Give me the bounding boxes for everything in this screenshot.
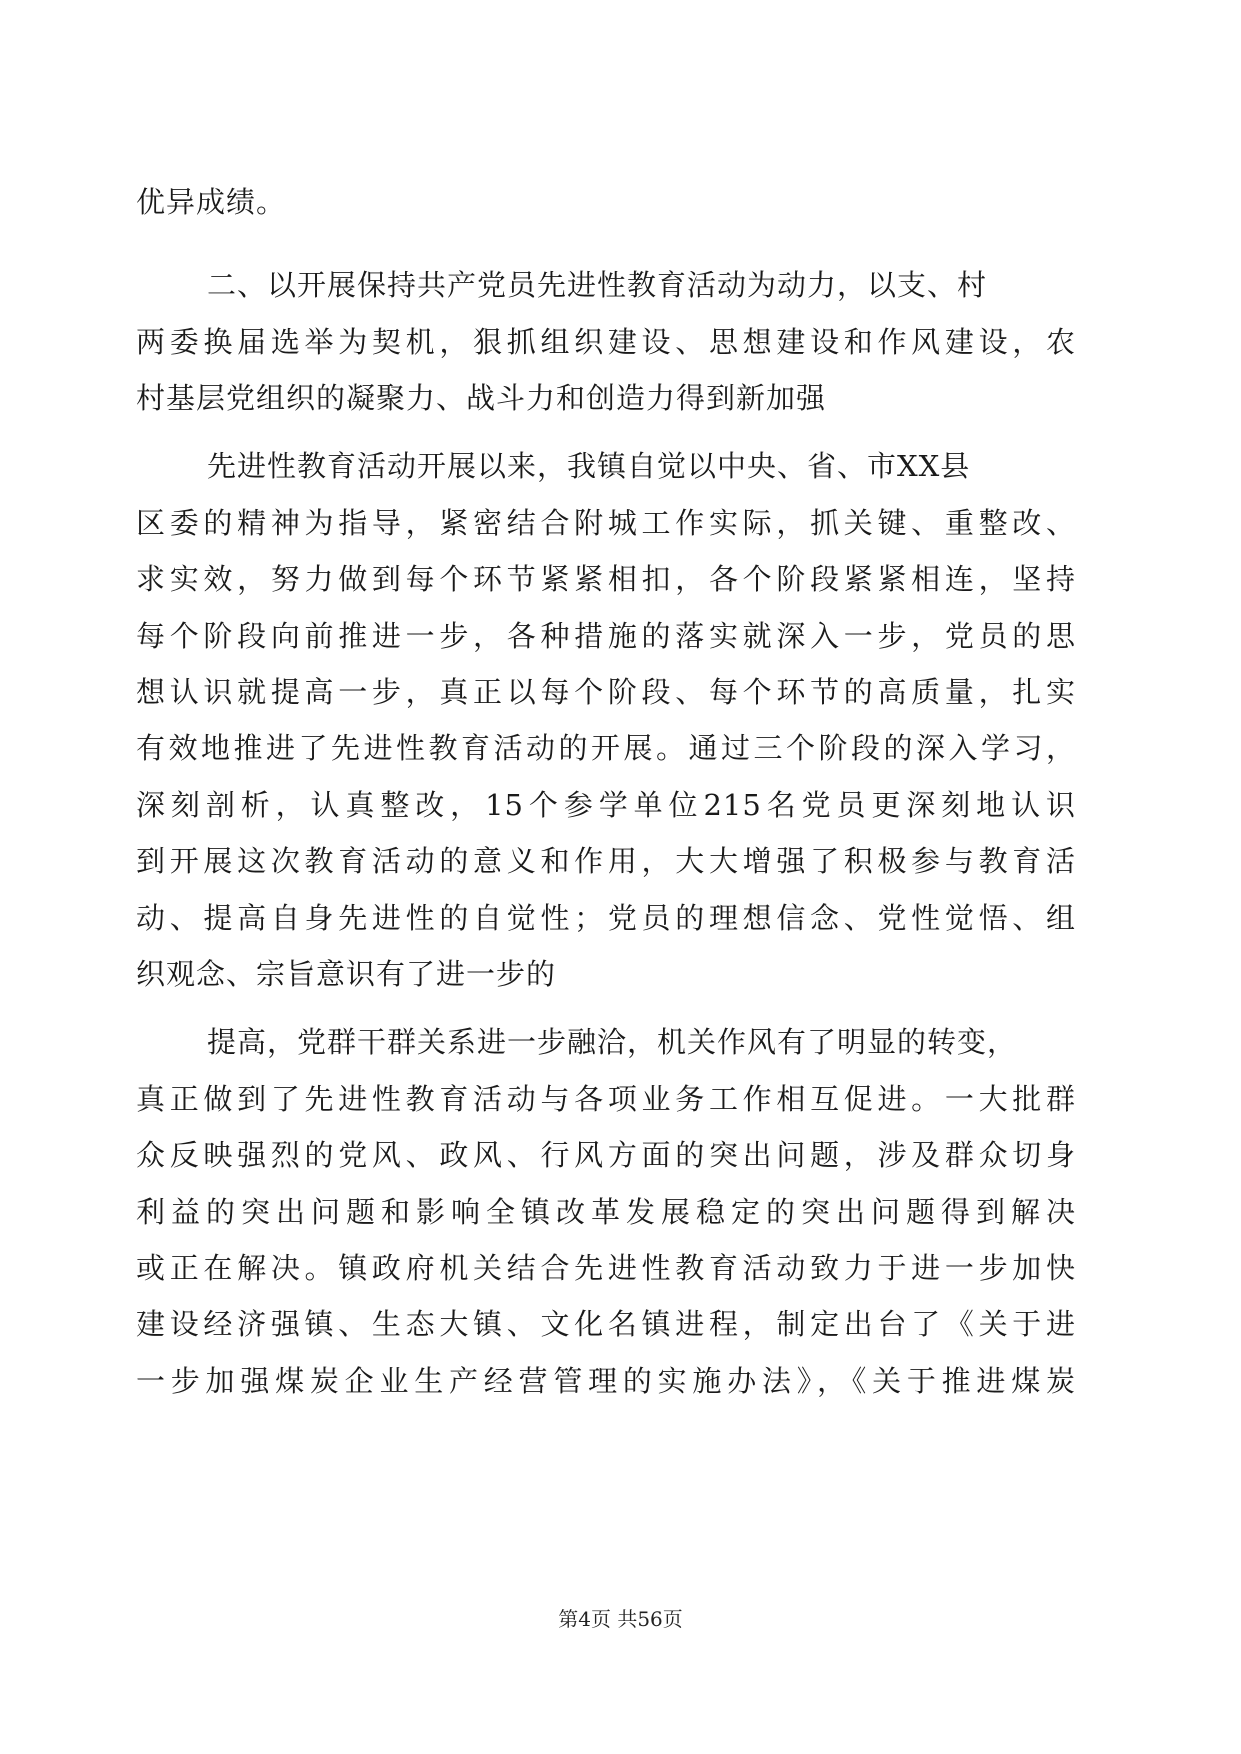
section-heading-line: 二、以开展保持共产党员先进性教育活动为动力，以支、村 (207, 268, 988, 302)
text-line: 区委的精神为指导，紧密结合附城工作实际，抓关键、重整改、 (136, 506, 1076, 540)
text-line: 织观念、宗旨意识有了进一步的 (136, 957, 557, 991)
text-line: 动、提高自身先进性的自觉性；党员的理想信念、党性觉悟、组 (136, 901, 1076, 935)
text-line: 一步加强煤炭企业生产经营管理的实施办法》，《关于推进煤炭 (136, 1364, 1076, 1398)
text-line: 利益的突出问题和影响全镇改革发展稳定的突出问题得到解决 (136, 1195, 1076, 1229)
section-heading-line: 村基层党组织的凝聚力、战斗力和创造力得到新加强 (136, 381, 827, 415)
text-line: 众反映强烈的党风、政风、行风方面的突出问题，涉及群众切身 (136, 1138, 1076, 1172)
text-line: 真正做到了先进性教育活动与各项业务工作相互促进。一大批群 (136, 1082, 1076, 1116)
text-line: 到开展这次教育活动的意义和作用，大大增强了积极参与教育活 (136, 844, 1076, 878)
section-heading-line: 两委换届选举为契机，狠抓组织建设、思想建设和作风建设，农 (136, 325, 1076, 359)
text-line: 有效地推进了先进性教育活动的开展。通过三个阶段的深入学习， (136, 731, 1076, 765)
paragraph-first-line: 先进性教育活动开展以来，我镇自觉以中央、省、市XX县 (207, 449, 971, 483)
text-line: 建设经济强镇、生态大镇、文化名镇进程，制定出台了《关于进 (136, 1307, 1076, 1341)
text-line: 每个阶段向前推进一步，各种措施的落实就深入一步，党员的思 (136, 619, 1076, 653)
page-number-footer: 第4页 共56页 (558, 1607, 683, 1631)
text-line: 深刻剖析，认真整改，15个参学单位215名党员更深刻地认识 (136, 788, 1076, 822)
text-line: 优异成绩。 (136, 185, 287, 219)
text-line: 求实效，努力做到每个环节紧紧相扣，各个阶段紧紧相连，坚持 (136, 562, 1076, 596)
text-line: 或正在解决。镇政府机关结合先进性教育活动致力于进一步加快 (136, 1251, 1076, 1285)
paragraph-first-line: 提高，党群干群关系进一步融洽，机关作风有了明显的转变， (207, 1025, 1018, 1059)
text-line: 想认识就提高一步，真正以每个阶段、每个环节的高质量，扎实 (136, 675, 1076, 709)
